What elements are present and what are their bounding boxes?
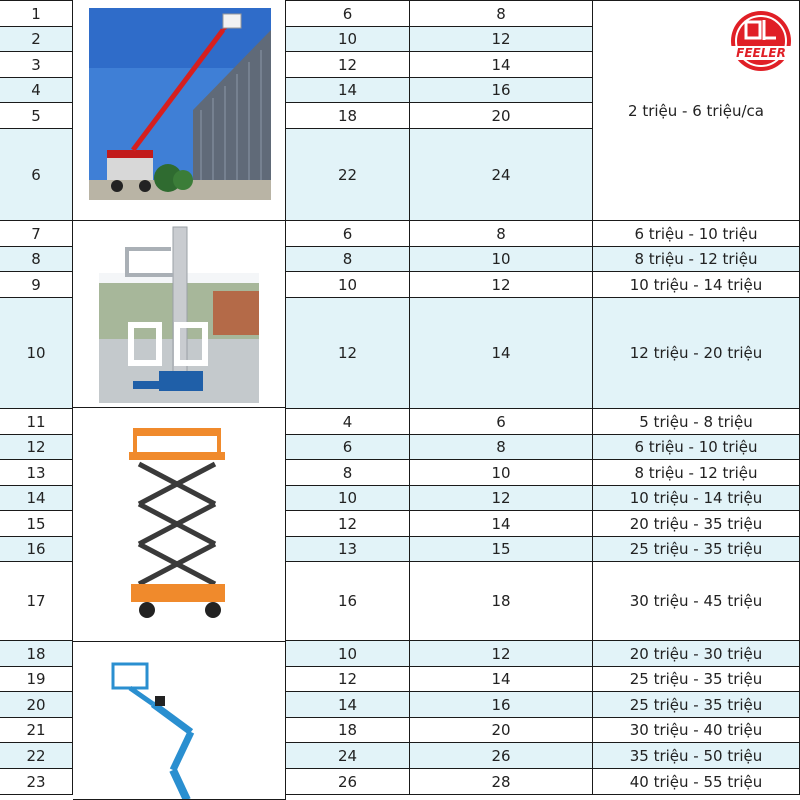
cell-no: 18 [0, 641, 73, 667]
cell-c2: 26 [410, 743, 593, 769]
cell-c2: 12 [410, 641, 593, 667]
cell-no: 10 [0, 298, 73, 409]
cell-no: 23 [0, 769, 73, 795]
cell-no: 20 [0, 692, 73, 718]
cell-c2: 20 [410, 718, 593, 743]
cell-price: 8 triệu - 12 triệu [593, 460, 800, 486]
boom-lift-image [73, 642, 286, 800]
mast-lift-image-cell [73, 221, 286, 408]
cell-price: 6 triệu - 10 triệu [593, 221, 800, 247]
cell-no: 3 [0, 52, 73, 78]
truck-lift-image-cell [73, 0, 286, 221]
cell-c1: 10 [286, 27, 410, 52]
cell-price: 6 triệu - 10 triệu [593, 435, 800, 460]
cell-c2: 8 [410, 1, 593, 27]
cell-c1: 16 [286, 562, 410, 641]
cell-price: 25 triệu - 35 triệu [593, 692, 800, 718]
cell-c1: 6 [286, 1, 410, 27]
cell-c2: 12 [410, 27, 593, 52]
logo-text: FEELER [736, 46, 786, 60]
cell-no: 16 [0, 537, 73, 562]
cell-c1: 14 [286, 78, 410, 103]
cell-c1: 26 [286, 769, 410, 795]
cell-c1: 12 [286, 298, 410, 409]
cell-no: 5 [0, 103, 73, 129]
cell-price: 35 triệu - 50 triệu [593, 743, 800, 769]
cell-price: 25 triệu - 35 triệu [593, 667, 800, 692]
cell-c2: 10 [410, 460, 593, 486]
cell-no: 14 [0, 486, 73, 511]
cell-no: 1 [0, 1, 73, 27]
cell-c1: 18 [286, 718, 410, 743]
cell-c2: 14 [410, 52, 593, 78]
feeler-logo-icon [724, 8, 798, 78]
cell-c2: 8 [410, 221, 593, 247]
cell-no: 19 [0, 667, 73, 692]
cell-c1: 12 [286, 667, 410, 692]
cell-no: 6 [0, 129, 73, 221]
cell-price: 40 triệu - 55 triệu [593, 769, 800, 795]
cell-c1: 14 [286, 692, 410, 718]
cell-c2: 8 [410, 435, 593, 460]
cell-c1: 10 [286, 486, 410, 511]
cell-c2: 24 [410, 129, 593, 221]
cell-c1: 24 [286, 743, 410, 769]
cell-no: 2 [0, 27, 73, 52]
cell-c2: 16 [410, 78, 593, 103]
cell-c2: 18 [410, 562, 593, 641]
cell-no: 7 [0, 221, 73, 247]
cell-no: 4 [0, 78, 73, 103]
cell-c2: 14 [410, 511, 593, 537]
cell-c2: 10 [410, 247, 593, 272]
cell-no: 22 [0, 743, 73, 769]
cell-price: 5 triệu - 8 triệu [593, 409, 800, 435]
cell-c2: 12 [410, 272, 593, 298]
cell-c2: 6 [410, 409, 593, 435]
cell-price: 25 triệu - 35 triệu [593, 537, 800, 562]
cell-c1: 6 [286, 221, 410, 247]
cell-c2: 20 [410, 103, 593, 129]
boom-lift-image-cell [73, 642, 286, 800]
cell-no: 13 [0, 460, 73, 486]
cell-price: 20 triệu - 30 triệu [593, 641, 800, 667]
cell-c2: 14 [410, 298, 593, 409]
cell-no: 9 [0, 272, 73, 298]
cell-no: 11 [0, 409, 73, 435]
cell-c1: 10 [286, 641, 410, 667]
cell-c2: 28 [410, 769, 593, 795]
cell-c1: 4 [286, 409, 410, 435]
cell-c1: 12 [286, 511, 410, 537]
cell-price: 30 triệu - 45 triệu [593, 562, 800, 641]
cell-c1: 12 [286, 52, 410, 78]
cell-c1: 18 [286, 103, 410, 129]
merged-price-cell: 2 triệu - 6 triệu/ca [593, 1, 800, 221]
scissor-lift-image-cell [73, 408, 286, 642]
cell-price: 8 triệu - 12 triệu [593, 247, 800, 272]
cell-price: 20 triệu - 35 triệu [593, 511, 800, 537]
cell-c1: 10 [286, 272, 410, 298]
cell-price: 30 triệu - 40 triệu [593, 718, 800, 743]
cell-price: 10 triệu - 14 triệu [593, 272, 800, 298]
cell-price: 12 triệu - 20 triệu [593, 298, 800, 409]
cell-c2: 12 [410, 486, 593, 511]
cell-c1: 8 [286, 460, 410, 486]
cell-price: 10 triệu - 14 triệu [593, 486, 800, 511]
cell-c2: 15 [410, 537, 593, 562]
cell-no: 8 [0, 247, 73, 272]
cell-no: 12 [0, 435, 73, 460]
cell-no: 21 [0, 718, 73, 743]
cell-no: 15 [0, 511, 73, 537]
feeler-logo [724, 8, 798, 78]
scissor-lift-image [73, 408, 286, 642]
cell-c1: 8 [286, 247, 410, 272]
mast-lift-image [73, 221, 286, 408]
cell-no: 17 [0, 562, 73, 641]
truck-lift-image [73, 0, 286, 221]
cell-c1: 13 [286, 537, 410, 562]
cell-c2: 14 [410, 667, 593, 692]
cell-c2: 16 [410, 692, 593, 718]
cell-c1: 22 [286, 129, 410, 221]
cell-c1: 6 [286, 435, 410, 460]
